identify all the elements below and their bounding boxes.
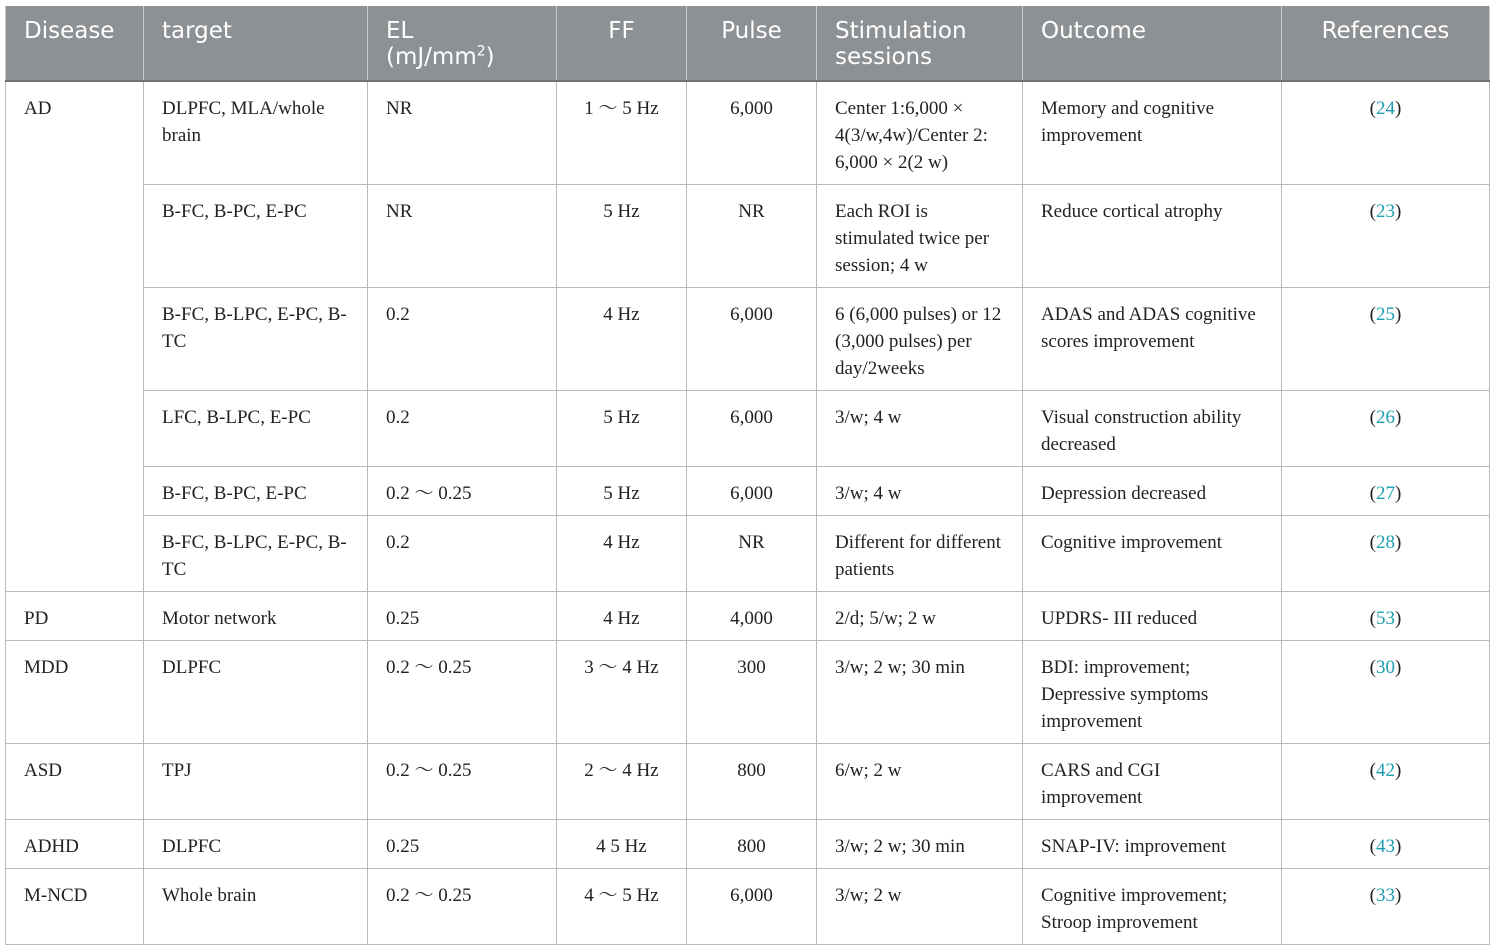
ff-cell: 1 ～ 5 Hz: [557, 81, 687, 185]
sessions-cell: 3/w; 2 w: [817, 869, 1023, 945]
ff-cell: 5 Hz: [557, 185, 687, 288]
reference-link[interactable]: 25: [1376, 304, 1395, 325]
target-cell: B-FC, B-LPC, E-PC, B-TC: [144, 288, 368, 391]
el-cell: NR: [368, 185, 557, 288]
outcome-cell: Cognitive improvement: [1023, 516, 1282, 592]
reference-cell: [1282, 391, 1490, 467]
reference-cell: [1282, 641, 1490, 744]
reference-link[interactable]: 28: [1376, 532, 1395, 553]
el-cell: 0.2: [368, 391, 557, 467]
outcome-cell: UPDRS- III reduced: [1023, 592, 1282, 641]
ff-cell: 4 5 Hz: [557, 820, 687, 869]
reference-link[interactable]: 43: [1376, 836, 1395, 857]
data-table: [5, 6, 1490, 945]
ref-open: (: [1369, 608, 1376, 629]
sessions-cell: Each ROI is stimulated twice per session; 4 w: [817, 185, 1023, 288]
table-row: [6, 185, 1490, 288]
table-row: [6, 641, 1490, 744]
reference-link[interactable]: 33: [1376, 885, 1395, 906]
sessions-cell: 6 (6,000 pulses) or 12 (3,000 pulses) per day/2weeks: [817, 288, 1023, 391]
target-cell: Whole brain: [144, 869, 368, 945]
ff-cell: 5 Hz: [557, 391, 687, 467]
ref-open: (: [1369, 657, 1376, 678]
outcome-cell: Memory and cognitive improvement: [1023, 81, 1282, 185]
target-cell: Motor network: [144, 592, 368, 641]
reference-cell: [1282, 869, 1490, 945]
table-row: [6, 820, 1490, 869]
ref-open: (: [1369, 836, 1376, 857]
el-cell: 0.2: [368, 516, 557, 592]
outcome-cell: Cognitive improvement; Stroop improvement: [1023, 869, 1282, 945]
reference-link[interactable]: 24: [1376, 98, 1395, 119]
target-cell: DLPFC: [144, 641, 368, 744]
table-row: [6, 81, 1490, 185]
sessions-cell: 3/w; 2 w; 30 min: [817, 641, 1023, 744]
ref-close: ): [1395, 760, 1402, 781]
reference-cell: [1282, 820, 1490, 869]
table-row: [6, 592, 1490, 641]
reference-cell: [1282, 516, 1490, 592]
reference-cell: [1282, 185, 1490, 288]
ref-close: ): [1395, 201, 1402, 222]
disease-cell: AD: [6, 81, 144, 592]
target-cell: TPJ: [144, 744, 368, 820]
reference-cell: [1282, 467, 1490, 516]
ref-close: ): [1395, 657, 1402, 678]
reference-link[interactable]: 26: [1376, 407, 1395, 428]
ref-open: (: [1369, 483, 1376, 504]
header-el-unit-prefix: (mJ/mm: [386, 44, 477, 70]
ff-cell: 4 Hz: [557, 516, 687, 592]
ref-open: (: [1369, 532, 1376, 553]
pulse-cell: 6,000: [687, 467, 817, 516]
table-container: [5, 6, 1489, 945]
el-cell: 0.25: [368, 820, 557, 869]
header-references: References: [1282, 6, 1490, 81]
disease-cell: ADHD: [6, 820, 144, 869]
outcome-cell: CARS and CGI improvement: [1023, 744, 1282, 820]
ref-close: ): [1395, 885, 1402, 906]
pulse-cell: 6,000: [687, 81, 817, 185]
ref-close: ): [1395, 836, 1402, 857]
target-cell: LFC, B-LPC, E-PC: [144, 391, 368, 467]
el-cell: 0.2 ～ 0.25: [368, 641, 557, 744]
el-cell: 0.2 ～ 0.25: [368, 467, 557, 516]
ff-cell: 3 ～ 4 Hz: [557, 641, 687, 744]
outcome-cell: ADAS and ADAS cognitive scores improvement: [1023, 288, 1282, 391]
header-el-label: EL: [386, 18, 414, 44]
ff-cell: 4 Hz: [557, 288, 687, 391]
table-row: [6, 744, 1490, 820]
ref-open: (: [1369, 885, 1376, 906]
ff-cell: 2 ～ 4 Hz: [557, 744, 687, 820]
ff-cell: 5 Hz: [557, 467, 687, 516]
header-el: [368, 6, 557, 81]
target-cell: B-FC, B-LPC, E-PC, B-TC: [144, 516, 368, 592]
ref-close: ): [1395, 98, 1402, 119]
header-pulse: Pulse: [687, 6, 817, 81]
el-cell: 0.2: [368, 288, 557, 391]
sessions-cell: 3/w; 2 w; 30 min: [817, 820, 1023, 869]
ref-open: (: [1369, 407, 1376, 428]
pulse-cell: 300: [687, 641, 817, 744]
reference-link[interactable]: 30: [1376, 657, 1395, 678]
pulse-cell: 6,000: [687, 288, 817, 391]
header-ff: FF: [557, 6, 687, 81]
table-row: [6, 516, 1490, 592]
reference-link[interactable]: 27: [1376, 483, 1395, 504]
el-cell: 0.2 ～ 0.25: [368, 744, 557, 820]
table-row: [6, 288, 1490, 391]
header-el-unit-sup: 2: [476, 43, 486, 60]
outcome-cell: Depression decreased: [1023, 467, 1282, 516]
header-sessions: Stimulation sessions: [817, 6, 1023, 81]
pulse-cell: 4,000: [687, 592, 817, 641]
ref-close: ): [1395, 304, 1402, 325]
disease-cell: MDD: [6, 641, 144, 744]
ref-open: (: [1369, 304, 1376, 325]
disease-cell: PD: [6, 592, 144, 641]
reference-cell: [1282, 81, 1490, 185]
sessions-cell: 3/w; 4 w: [817, 467, 1023, 516]
el-cell: NR: [368, 81, 557, 185]
sessions-cell: Different for different patients: [817, 516, 1023, 592]
reference-cell: [1282, 288, 1490, 391]
pulse-cell: 6,000: [687, 391, 817, 467]
outcome-cell: Reduce cortical atrophy: [1023, 185, 1282, 288]
ff-cell: 4 Hz: [557, 592, 687, 641]
ff-cell: 4 ～ 5 Hz: [557, 869, 687, 945]
target-cell: B-FC, B-PC, E-PC: [144, 467, 368, 516]
pulse-cell: 800: [687, 820, 817, 869]
el-cell: 0.25: [368, 592, 557, 641]
header-row: [6, 6, 1490, 81]
ref-open: (: [1369, 201, 1376, 222]
pulse-cell: 6,000: [687, 869, 817, 945]
outcome-cell: Visual construction ability decreased: [1023, 391, 1282, 467]
ref-close: ): [1395, 483, 1402, 504]
ref-open: (: [1369, 760, 1376, 781]
sessions-cell: 2/d; 5/w; 2 w: [817, 592, 1023, 641]
disease-cell: M-NCD: [6, 869, 144, 945]
pulse-cell: NR: [687, 516, 817, 592]
target-cell: DLPFC: [144, 820, 368, 869]
disease-cell: ASD: [6, 744, 144, 820]
header-outcome: Outcome: [1023, 6, 1282, 81]
pulse-cell: 800: [687, 744, 817, 820]
target-cell: DLPFC, MLA/whole brain: [144, 81, 368, 185]
table-row: [6, 467, 1490, 516]
sessions-cell: 3/w; 4 w: [817, 391, 1023, 467]
header-target: target: [144, 6, 368, 81]
outcome-cell: SNAP-IV: improvement: [1023, 820, 1282, 869]
header-el-unit-suffix: ): [485, 44, 495, 70]
el-cell: 0.2 ～ 0.25: [368, 869, 557, 945]
table-row: [6, 869, 1490, 945]
reference-cell: [1282, 744, 1490, 820]
ref-close: ): [1395, 608, 1402, 629]
sessions-cell: Center 1:6,000 × 4(3/w,4w)/Center 2: 6,000 × 2(2 w): [817, 81, 1023, 185]
pulse-cell: NR: [687, 185, 817, 288]
ref-close: ): [1395, 407, 1402, 428]
target-cell: B-FC, B-PC, E-PC: [144, 185, 368, 288]
table-row: [6, 391, 1490, 467]
ref-open: (: [1369, 98, 1376, 119]
outcome-cell: BDI: improvement; Depressive symptoms improvement: [1023, 641, 1282, 744]
ref-close: ): [1395, 532, 1402, 553]
reference-link[interactable]: 23: [1376, 201, 1395, 222]
sessions-cell: 6/w; 2 w: [817, 744, 1023, 820]
header-disease: Disease: [6, 6, 144, 81]
reference-link[interactable]: 42: [1376, 760, 1395, 781]
reference-link[interactable]: 53: [1376, 608, 1395, 629]
reference-cell: [1282, 592, 1490, 641]
